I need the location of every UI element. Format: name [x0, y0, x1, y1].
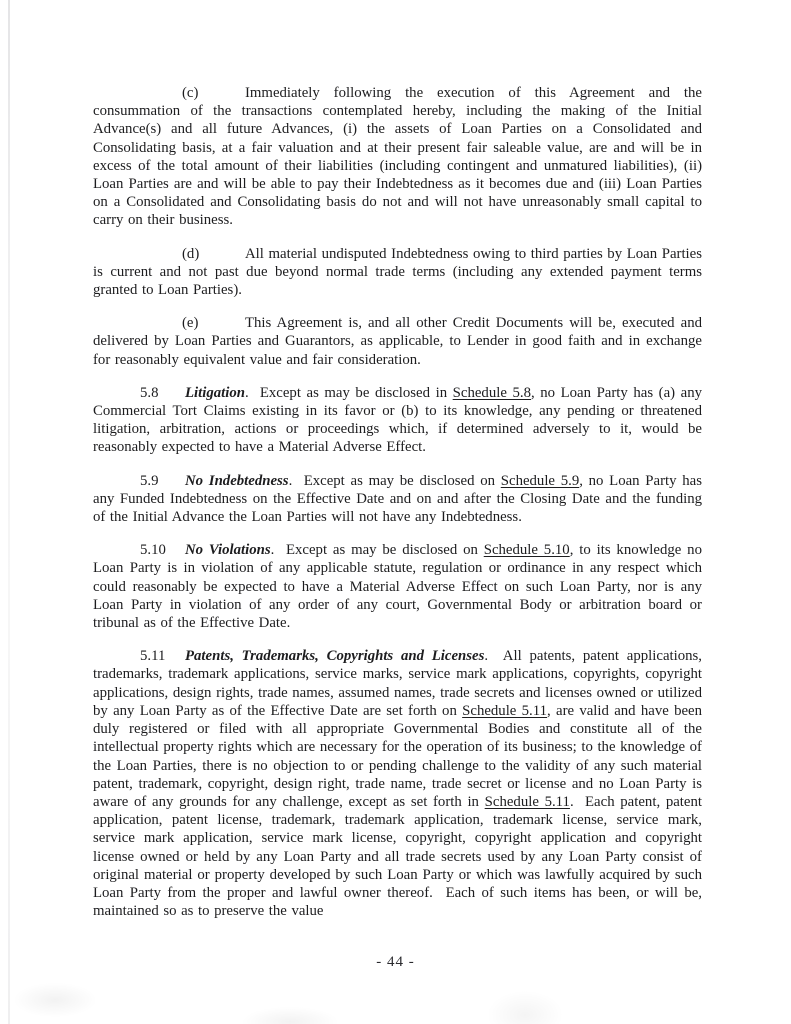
schedule-reference: Schedule 5.8 [452, 384, 531, 401]
paragraph-label: (e) [182, 315, 199, 332]
paragraph-text: Immediately following the execution of this Agreement and the consummation of the transactions contemplated hereby, including the making of the Initial Advance(s) and all future Advances, (i) the assets of Loan Parties on a Consolidated and Consolidating basis, at a fair valuation and at their present fair saleable value, are and will be in excess of the total amount of their liabilities (including contingent and unmatured liabilities), (ii) Loan Parties are and will be able to pay their Indebtedness as it becomes due and (iii) Loan Parties on a Consolidated and Consolidating basis do not and will not have unreasonably small capital to carry on their business. [93, 85, 702, 229]
page-number: - 44 - [376, 954, 415, 970]
schedule-reference: Schedule 5.10 [483, 542, 570, 559]
paragraph-label: (c) [182, 85, 199, 101]
section-heading: No Violations [185, 542, 271, 559]
paragraph-label: 5.8 [140, 384, 159, 401]
paragraph [93, 472, 702, 527]
paragraph [93, 245, 702, 300]
paragraph-text: , are valid and have been duly registered or filed with all appropriate Governmental Bodies and constitute all of the intellectual property rights which are necessary for the operation of its business; to the knowledge of the Loan Parties, there is no objection to or pending challenge to the validity of any such material patent, trademark, copyright, design right, trade name, trade secret or license and no Loan Party is aware of any grounds for any challenge, except as set forth in [93, 702, 703, 810]
document-body [93, 84, 702, 920]
paragraph-text: . All patents, patent applications, trademarks, trademark applications, service marks, service mark applications, copyrights, copyright applications, design rights, trade names, assumed names, trade secrets and licenses owned or utilized by any Loan Party as of the Effective Date are set forth on [93, 648, 702, 719]
paragraph-text: , no Loan Party has (a) any Commercial Tort Claims existing in its favor or (b) to its knowledge, any pending or threatened litigation, arbitration, actions or proceedings which, if determined adversely to it, would be reasonably expected to have a Material Adverse Effect. [93, 384, 703, 456]
paragraph [93, 541, 702, 632]
paragraph [93, 84, 702, 230]
paragraph [93, 647, 702, 920]
paragraph-text: , to its knowledge no Loan Party is in violation of any applicable statute, regulation or ordinance in any respect which could reasonably be expected to have a Material Adverse Effect on such Loan Party, nor is any Loan Party in violation of any order of any court, Governmental Body or arbitration board or tribunal as of the Effective Date. [93, 542, 702, 632]
paragraph-label: 5.11 [140, 648, 166, 665]
schedule-reference: Schedule 5.11 [462, 702, 548, 719]
paragraph-text: . Except as may be disclosed on [270, 542, 484, 559]
paragraph-label: (d) [182, 245, 200, 262]
section-heading: Patents, Trademarks, Copyrights and Licenses [185, 648, 485, 665]
section-heading: Litigation [185, 384, 246, 401]
schedule-reference: Schedule 5.9 [500, 472, 580, 489]
paragraph [93, 384, 702, 457]
paragraph-text: . Each patent, patent application, patent license, trademark, trademark application, trademark license, service mark, service mark application, service mark license, copyright, copyright application and copyright license owned or held by any Loan Party and all trade secrets used by any Loan Party consist of original material or property developed by such Loan Party or which was lawfully acquired by such Loan Party from the proper and lawful owner thereof. Each of such items has been, or will be, maintained so as to preserve the value [93, 793, 702, 920]
paragraph-label: 5.10 [140, 542, 166, 559]
paragraph [93, 314, 702, 369]
paragraph-text: . Except as may be disclosed on [288, 472, 501, 489]
paragraph-text: This Agreement is, and all other Credit Documents will be, executed and delivered by Loan Parties and Guarantors, as applicable, to Lender in good faith and in exchange for reasonably equivalent value and fair consideration. [93, 315, 702, 368]
scan-edge-artifact [8, 0, 10, 1024]
section-heading: No Indebtedness [185, 472, 289, 489]
paragraph-label: 5.9 [140, 472, 159, 489]
schedule-reference: Schedule 5.11 [484, 793, 570, 810]
paragraph-text: , no Loan Party has any Funded Indebtedness on the Effective Date and on and after the Closing Date and the funding of the Initial Advance the Loan Parties will not have any Indebtedness. [93, 472, 702, 526]
paragraph-text: . Except as may be disclosed in [245, 384, 453, 401]
paragraph-text: All material undisputed Indebtedness owing to third parties by Loan Parties is current and not past due beyond normal trade terms (including any extended payment terms granted to Loan Parties). [93, 245, 702, 299]
